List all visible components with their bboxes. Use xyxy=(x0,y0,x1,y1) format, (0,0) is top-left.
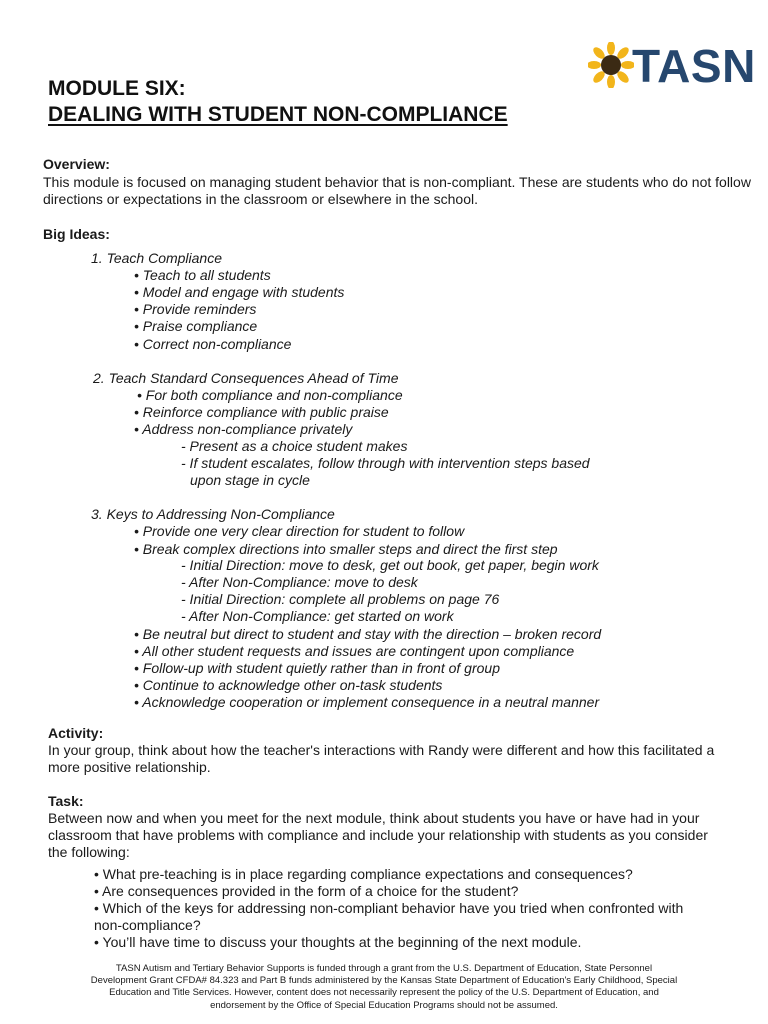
list-item: • Be neutral but direct to student and stay with the direction – broken record xyxy=(134,626,602,642)
big-ideas-heading: Big Ideas: xyxy=(43,226,110,242)
footer-line: Development Grant CFDA# 84.323 and Part B funds administered by the Kansas State Department of Education's Early Childhood, Special xyxy=(90,975,678,987)
overview-text-line: directions or expectations in the classroom or elsewhere in the school. xyxy=(43,191,478,207)
footer-line: endorsement by the Office of Special Education Programs should not be assumed. xyxy=(210,999,558,1011)
page-title-line1: MODULE SIX: xyxy=(48,77,186,100)
task-bullet: • Are consequences provided in the form of a choice for the student? xyxy=(94,883,519,899)
list-item: • Provide one very clear direction for student to follow xyxy=(134,523,465,539)
task-bullet: • Which of the keys for addressing non-compliant behavior have you tried when confronted with xyxy=(94,900,684,916)
sub-list-item: - Initial Direction: move to desk, get out book, get paper, begin work xyxy=(181,557,599,573)
task-text-line: classroom that have problems with compliance and include your relationship with students as you consider xyxy=(48,827,708,843)
overview-text-line: This module is focused on managing student behavior that is non-compliant. These are students who do not follow xyxy=(43,174,751,190)
tasn-logo xyxy=(588,40,756,94)
task-bullet: • You’ll have time to discuss your thoughts at the beginning of the next module. xyxy=(94,934,582,950)
sub-list-item: - If student escalates, follow through with intervention steps based xyxy=(181,455,590,471)
task-text-line: the following: xyxy=(48,844,130,860)
task-text-line: Between now and when you meet for the next module, think about students you have or have had in your xyxy=(48,810,700,826)
overview-heading: Overview: xyxy=(43,156,110,172)
list-item: • Teach to all students xyxy=(134,267,271,283)
sub-list-item: upon stage in cycle xyxy=(190,472,310,488)
footer-line: TASN Autism and Tertiary Behavior Supports is funded through a grant from the U.S. Department of Education, State Personnel xyxy=(115,963,653,974)
activity-text-line: more positive relationship. xyxy=(48,759,211,775)
sub-list-item: - After Non-Compliance: move to desk xyxy=(181,574,418,590)
list-item: • Follow-up with student quietly rather than in front of group xyxy=(134,660,500,676)
idea1-title: 1. Teach Compliance xyxy=(91,250,223,266)
list-item: • Address non-compliance privately xyxy=(134,421,353,437)
logo-text: TASN xyxy=(632,40,756,92)
idea2-title: 2. Teach Standard Consequences Ahead of Time xyxy=(93,370,399,386)
sub-list-item: - Initial Direction: complete all problems on page 76 xyxy=(181,591,500,607)
list-item: • For both compliance and non-compliance xyxy=(137,387,403,403)
list-item: • Praise compliance xyxy=(134,318,258,334)
funding-footer xyxy=(84,963,684,1012)
activity-text-line: In your group, think about how the teacher's interactions with Randy were different and how this facilitated a xyxy=(48,742,715,758)
task-bullet: non-compliance? xyxy=(94,917,201,933)
idea3-title: 3. Keys to Addressing Non-Compliance xyxy=(91,506,335,522)
activity-heading: Activity: xyxy=(48,725,104,741)
sunflower-icon xyxy=(588,42,634,88)
list-item: • Continue to acknowledge other on-task students xyxy=(134,677,443,693)
task-bullet: • What pre-teaching is in place regarding compliance expectations and consequences? xyxy=(94,866,633,882)
footer-line: Education and Title Services. However, content does not necessarily represent the policy of the U.S. Department of Education, and xyxy=(109,987,659,999)
list-item: • All other student requests and issues are contingent upon compliance xyxy=(134,643,575,659)
list-item: • Correct non-compliance xyxy=(134,336,292,352)
list-item: • Break complex directions into smaller steps and direct the first step xyxy=(134,541,558,557)
task-heading: Task: xyxy=(48,793,84,809)
sub-list-item: - Present as a choice student makes xyxy=(181,438,408,454)
list-item: • Model and engage with students xyxy=(134,284,345,300)
sub-list-item: - After Non-Compliance: get started on work xyxy=(181,608,454,624)
page-title-line2: DEALING WITH STUDENT NON-COMPLIANCE xyxy=(48,103,508,126)
list-item: • Provide reminders xyxy=(134,301,257,317)
list-item: • Reinforce compliance with public praise xyxy=(134,404,389,420)
list-item: • Acknowledge cooperation or implement consequence in a neutral manner xyxy=(134,694,600,710)
